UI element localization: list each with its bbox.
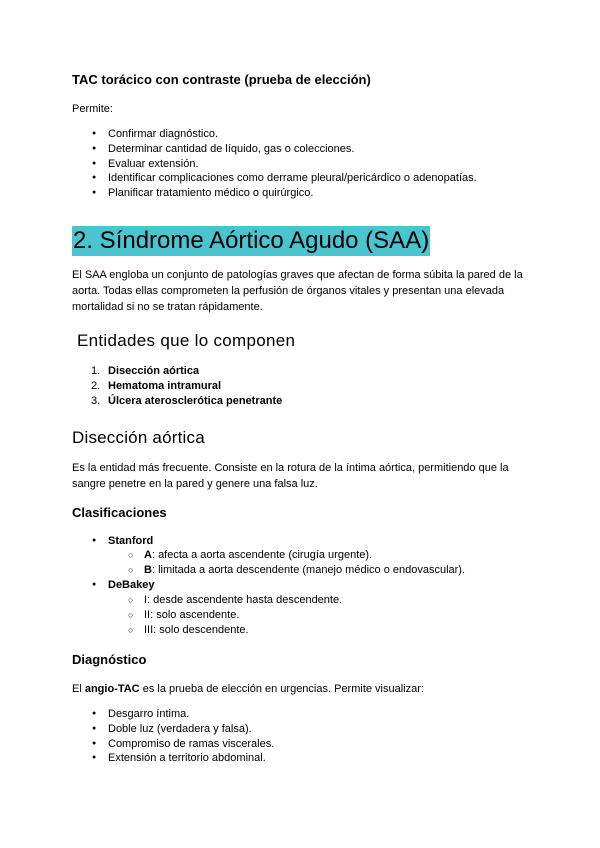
item-text: : afecta a aorta ascendente (cirugía urgente).: [151, 549, 373, 561]
list-item: [144, 563, 465, 578]
list-item: ● Compromiso de ramas viscerales.: [108, 737, 274, 752]
text-line: mortalidad si no se tratan rápidamente.: [72, 301, 263, 313]
clasificaciones-list: [108, 534, 153, 549]
debakey-list: [108, 578, 154, 593]
item-number: 1.: [91, 365, 101, 377]
debakey-label: DeBakey: [108, 579, 155, 591]
list-item: ● Extensión a territorio abdominal.: [108, 751, 274, 766]
intro-post: es la prueba de elección en urgencias. Permite visualizar:: [139, 683, 424, 695]
item-text: : limitada a aorta descendente (manejo médico o endovascular).: [151, 564, 466, 576]
item-label: Disección aórtica: [108, 365, 200, 377]
diseccion-heading: Disección aórtica: [72, 428, 205, 447]
entidades-list: [91, 364, 283, 408]
stanford-label: Stanford: [108, 535, 154, 547]
list-item: [108, 578, 154, 593]
item-label: Hematoma intramural: [108, 379, 222, 392]
item-number: 3.: [91, 394, 101, 407]
tac-heading: TAC torácico con contraste (prueba de elección): [72, 72, 371, 87]
tac-intro: Permite:: [72, 103, 113, 115]
item-key: A: [144, 549, 152, 561]
list-item: ○ I: desde ascendente hasta descendente.: [144, 593, 342, 608]
list-item: ● Doble luz (verdadera y falsa).: [108, 722, 274, 737]
list-item: ● Identificar complicaciones como derrame pleural/pericárdico o adenopatías.: [108, 171, 477, 186]
item-number: 2.: [91, 379, 101, 392]
diagnostico-intro: [72, 681, 424, 697]
diagnostico-heading: Diagnóstico: [72, 652, 147, 667]
tac-list: [108, 127, 477, 201]
debakey-sublist: [144, 593, 342, 638]
list-item: ● Desgarro íntima.: [108, 707, 274, 722]
saa-paragraph: [72, 267, 532, 315]
saa-heading: 2. Síndrome Aórtico Agudo (SAA): [73, 227, 430, 254]
list-item: ○ II: solo ascendente.: [144, 608, 342, 623]
text-line: Es la entidad más frecuente. Consiste en la rotura de la íntima aórtica, permitiendo que la: [72, 462, 509, 474]
text-line: aorta. Todas ellas comprometen la perfusión de órganos vitales y presentan una elevada: [72, 285, 505, 297]
text-line: El SAA engloba un conjunto de patologías graves que afectan de forma súbita la pared de la: [72, 269, 523, 281]
clasificaciones-heading: Clasificaciones: [72, 505, 167, 520]
item-key: B: [144, 564, 152, 576]
list-item: [108, 534, 153, 549]
intro-bold: angio-TAC: [84, 683, 140, 695]
list-item: [91, 379, 282, 394]
list-item: ● Confirmar diagnóstico.: [108, 127, 477, 142]
text-line: sangre penetre en la pared y genere una falsa luz.: [72, 478, 318, 490]
list-item: [91, 364, 282, 379]
entidades-heading: Entidades que lo componen: [77, 331, 296, 350]
list-item: [144, 548, 465, 563]
list-item: ○ III: solo descendente.: [144, 623, 342, 638]
stanford-sublist: [144, 548, 465, 578]
item-label: Úlcera aterosclerótica penetrante: [108, 394, 283, 407]
list-item: ● Evaluar extensión.: [108, 157, 477, 172]
list-item: ● Determinar cantidad de líquido, gas o colecciones.: [108, 142, 477, 157]
diseccion-paragraph: [72, 460, 532, 492]
list-item: ● Planificar tratamiento médico o quirúrgico.: [108, 186, 477, 201]
diagnostico-list: [108, 707, 274, 766]
list-item: [91, 394, 283, 409]
intro-pre: El: [72, 683, 85, 695]
